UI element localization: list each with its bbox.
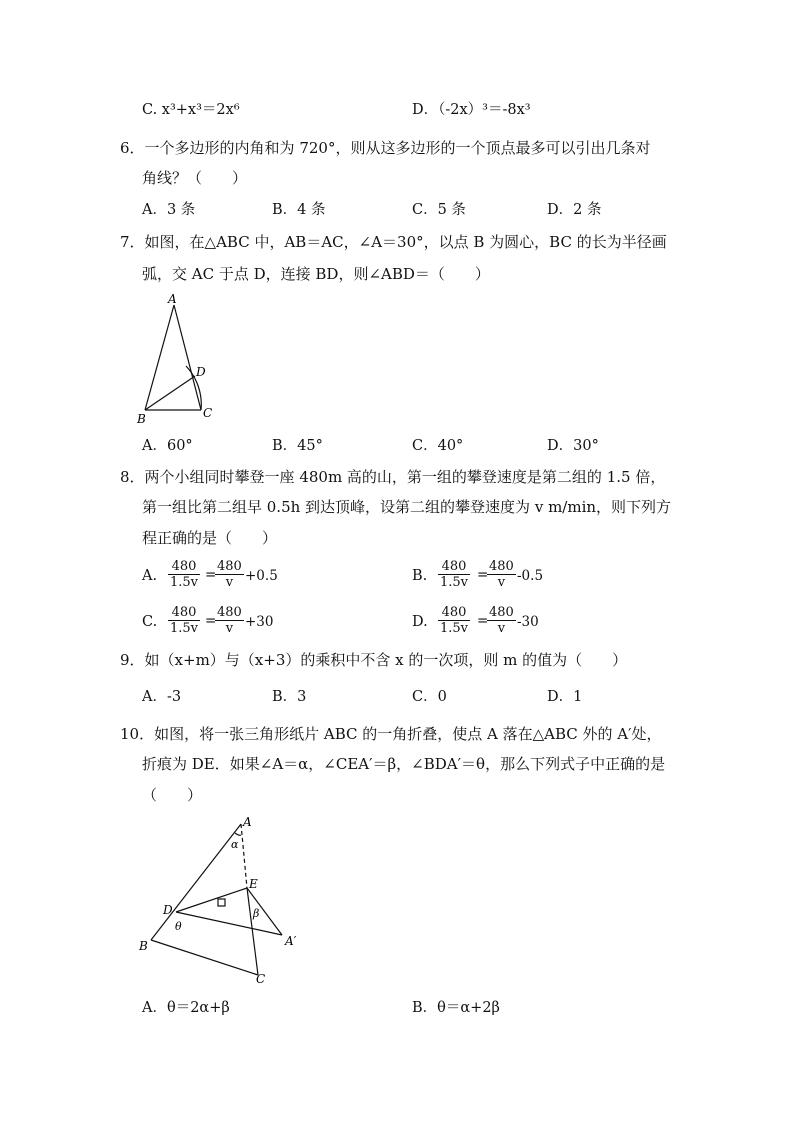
q10-angle-beta: β: [253, 907, 260, 920]
q8-option-c-fraction-left: [168, 605, 200, 636]
q7-segment-ac: [174, 305, 201, 410]
q9-option-d: D．1: [547, 689, 583, 705]
q8-option-d-fraction-right: [487, 605, 516, 636]
q8-option-c-num2: 480: [217, 605, 242, 620]
q8-option-d-den2: v: [497, 621, 506, 636]
q5-option-c: C. x³+x³＝2x⁶: [142, 102, 240, 118]
q6-stem-line2: 角线？（ ）: [142, 169, 248, 187]
q8-option-b-eq: =: [477, 567, 489, 583]
q7-stem-line1: 7．如图，在△ABC 中，AB＝AC，∠A＝30°，以点 B 为圆心，BC 的长为半径画: [120, 233, 667, 251]
q8-stem-line2: 第一组比第二组早 0.5h 到达顶峰，设第二组的攀登速度为 v m/min，则下列方: [142, 498, 672, 516]
q8-option-a-tail: +0.5: [245, 568, 278, 584]
q10-segment-da2: [176, 912, 282, 935]
q8-option-b-den1: 1.5v: [440, 575, 469, 590]
q10-label-a-prime: A′: [285, 934, 297, 948]
q10-angle-alpha-arc: [235, 833, 241, 835]
q9-option-b: B．3: [272, 689, 307, 705]
q8-option-d-tail: -30: [517, 614, 539, 630]
q10-segment-ce: [247, 888, 258, 975]
q10-label-a: A: [243, 815, 252, 829]
q6-option-d: D．2 条: [547, 202, 602, 218]
q10-option-b: B．θ＝α+2β: [412, 1000, 500, 1016]
q8-option-c-den2: v: [225, 621, 234, 636]
q6-stem-line1: 6．一个多边形的内角和为 720°，则从这多边形的一个顶点最多可以引出几条对: [120, 139, 651, 157]
q8-option-d-num1: 480: [438, 605, 470, 621]
q10-segment-ab: [151, 824, 241, 940]
q8-option-b-tail: -0.5: [517, 568, 544, 584]
q8-option-b-fraction-left: [438, 559, 470, 590]
q8-stem-line1: 8．两个小组同时攀登一座 480m 高的山，第一组的攀登速度是第二组的 1.5 倍，: [120, 468, 666, 486]
q7-label-c: C: [203, 406, 213, 420]
q7-stem-line2: 弧，交 AC 于点 D，连接 BD，则∠ABD＝（ ）: [142, 265, 490, 283]
q8-option-a-fraction-left: [168, 559, 200, 590]
q8-option-c-den1: 1.5v: [170, 621, 199, 636]
q7-label-b: B: [137, 412, 146, 426]
q7-option-b: B．45°: [272, 438, 323, 454]
q6-option-b: B．4 条: [272, 202, 326, 218]
q7-segment-ab: [145, 305, 174, 410]
q7-option-d: D．30°: [547, 438, 599, 454]
q10-option-a: A．θ＝2α+β: [142, 1000, 230, 1016]
q7-label-d: D: [196, 365, 206, 379]
q10-label-b: B: [139, 939, 148, 953]
q10-stem-line3: （ ）: [142, 786, 203, 804]
q10-label-c: C: [256, 972, 266, 986]
q8-option-a-fraction-right: [215, 559, 244, 590]
q8-option-d-label: D.: [412, 614, 428, 630]
q8-option-b-num1: 480: [438, 559, 470, 575]
q10-segment-de: [176, 888, 247, 912]
q10-segment-ae-dashed: [241, 824, 247, 888]
q7-option-c: C．40°: [412, 438, 464, 454]
q8-stem-line3: 程正确的是（ ）: [142, 529, 278, 547]
q8-option-b-num2: 480: [489, 559, 514, 574]
q6-option-c: C．5 条: [412, 202, 466, 218]
q8-option-a-label: A.: [142, 568, 158, 584]
q8-option-b-fraction-right: [487, 559, 516, 590]
q8-option-d-fraction-left: [438, 605, 470, 636]
q6-option-a: A．3 条: [142, 202, 196, 218]
q8-option-c-eq: =: [205, 613, 217, 629]
q9-option-c: C．0: [412, 689, 447, 705]
q8-option-c-num1: 480: [168, 605, 200, 621]
q9-option-a: A．-3: [142, 689, 182, 705]
q5-option-d: D．（-2x）³＝-8x³: [412, 102, 531, 118]
q7-label-a: A: [168, 292, 177, 306]
q8-option-c-tail: +30: [245, 614, 274, 630]
q8-option-c-fraction-right: [215, 605, 244, 636]
q8-option-a-num1: 480: [168, 559, 200, 575]
q7-option-a: A．60°: [142, 438, 193, 454]
q7-arc: [186, 366, 201, 410]
q10-small-square: [218, 899, 225, 906]
q10-segment-bc: [151, 940, 258, 975]
q10-angle-theta: θ: [175, 920, 182, 933]
q10-stem-line1: 10．如图，将一张三角形纸片 ABC 的一角折叠，使点 A 落在△ABC 外的 A′处，: [120, 725, 662, 743]
q10-label-e: E: [249, 877, 258, 891]
q8-option-d-eq: =: [477, 613, 489, 629]
q8-option-b-label: B.: [412, 568, 428, 584]
q9-stem: 9．如（x+m）与（x+3）的乘积中不含 x 的一次项，则 m 的值为（ ）: [120, 651, 628, 669]
q7-segment-bd: [145, 376, 195, 410]
q8-option-d-den1: 1.5v: [440, 621, 469, 636]
q8-option-a-den1: 1.5v: [170, 575, 199, 590]
q8-option-a-den2: v: [225, 575, 234, 590]
q10-label-d: D: [163, 903, 173, 917]
q8-option-a-eq: =: [205, 567, 217, 583]
q8-option-a-num2: 480: [217, 559, 242, 574]
q10-segment-ea2: [247, 888, 282, 935]
q8-option-d-num2: 480: [489, 605, 514, 620]
q8-option-c-label: C.: [142, 614, 158, 630]
q10-stem-line2: 折痕为 DE．如果∠A＝α，∠CEA′＝β，∠BDA′＝θ，那么下列式子中正确的是: [142, 755, 666, 773]
q10-angle-alpha: α: [231, 838, 239, 851]
q8-option-b-den2: v: [497, 575, 506, 590]
